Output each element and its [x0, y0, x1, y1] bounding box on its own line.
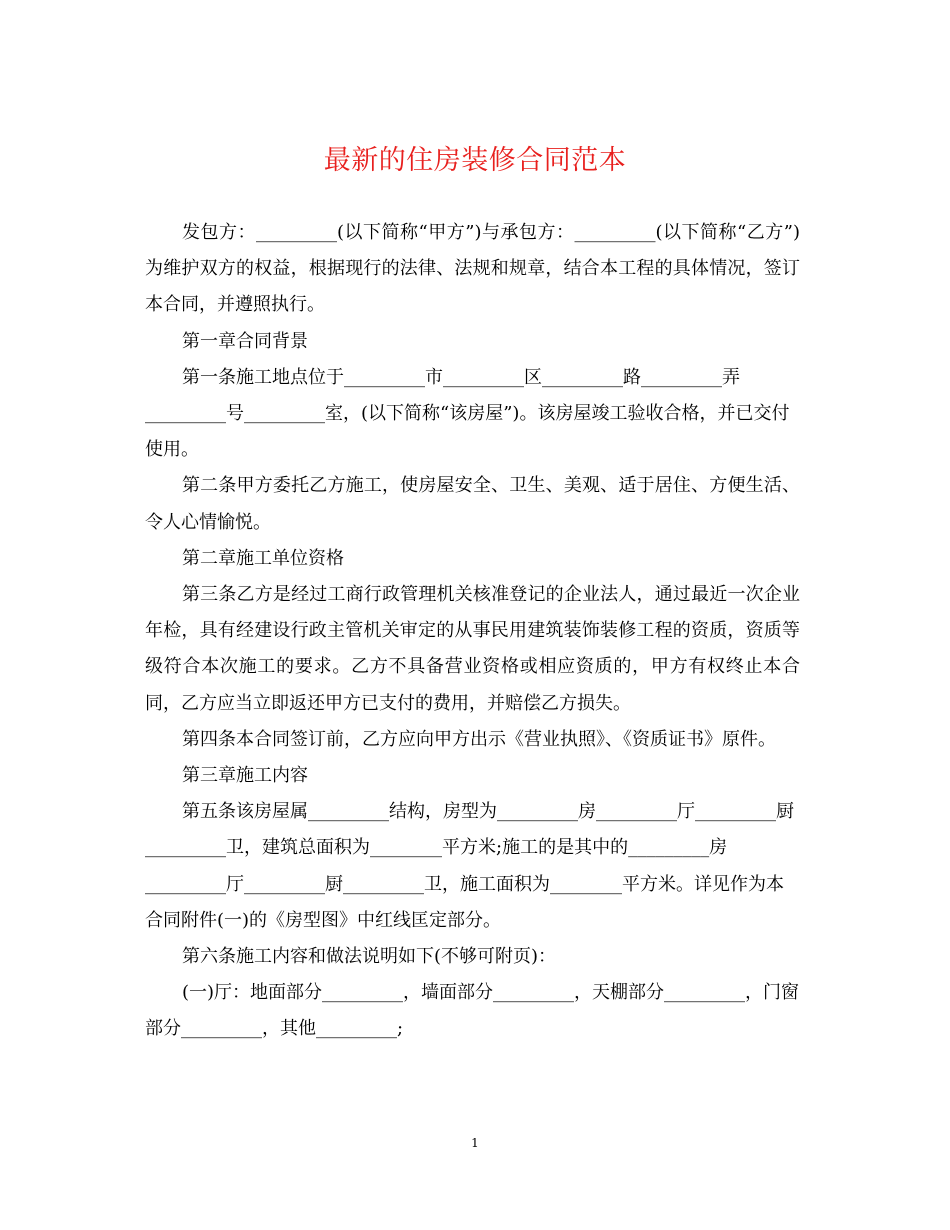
- article-6-paragraph: 第六条施工内容和做法说明如下(不够可附页)：: [182, 946, 557, 968]
- page-number: 1: [471, 1136, 479, 1150]
- article-4-paragraph: 第四条本合同签订前，乙方应向甲方出示《营业执照》、《资质证书》原件。: [182, 728, 776, 750]
- chapter-2-heading: 第二章施工单位资格: [182, 547, 344, 569]
- article-3-paragraph: 第三条乙方是经过工商行政管理机关核准登记的企业法人，通过最近一次企业年检，具有经建设行政主管机关审定的从事民用建筑装饰装修工程的资质，资质等级符合本次施工的要求。乙方不具备营业资格或相应资质的，甲方有权终止本合同，乙方应当立即返还甲方已支付的费用，并赔偿乙方损失。: [145, 584, 800, 714]
- article-1-paragraph: 第一条施工地点位于_________市_________区_________路_________弄_________号_________室，(以下简称“该房屋”)。该房屋竣工验收合格，并已交付使用。: [145, 366, 790, 461]
- hall-item-paragraph: (一)厅：地面部分_________，墙面部分_________，天棚部分_________，门窗部分_________，其他_________;: [145, 982, 800, 1040]
- article-2-paragraph: 第二条甲方委托乙方施工，使房屋安全、卫生、美观、适于居住、方便生活、令人心情愉悦。: [145, 475, 800, 533]
- chapter-1-heading: 第一章合同背景: [182, 330, 308, 352]
- chapter-3-heading: 第三章施工内容: [182, 765, 308, 787]
- intro-paragraph: 发包方：_________(以下简称“甲方”)与承包方：_________(以下简称“乙方”)为维护双方的权益，根据现行的法律、法规和规章，结合本工程的具体情况，签订本合同，并遵照执行。: [145, 222, 800, 316]
- article-5-paragraph: 第五条该房屋属_________结构，房型为_________房_________厅_________厨_________卫，建筑总面积为________平方米;施工的是其中的_________房_________厅_________厨_________卫，施工面积为________平方米。详见作为本合同附件(一)的《房型图》中红线匡定部分。: [145, 801, 794, 931]
- document-body: [145, 215, 800, 1048]
- document-title: 最新的住房装修合同范本: [323, 145, 627, 176]
